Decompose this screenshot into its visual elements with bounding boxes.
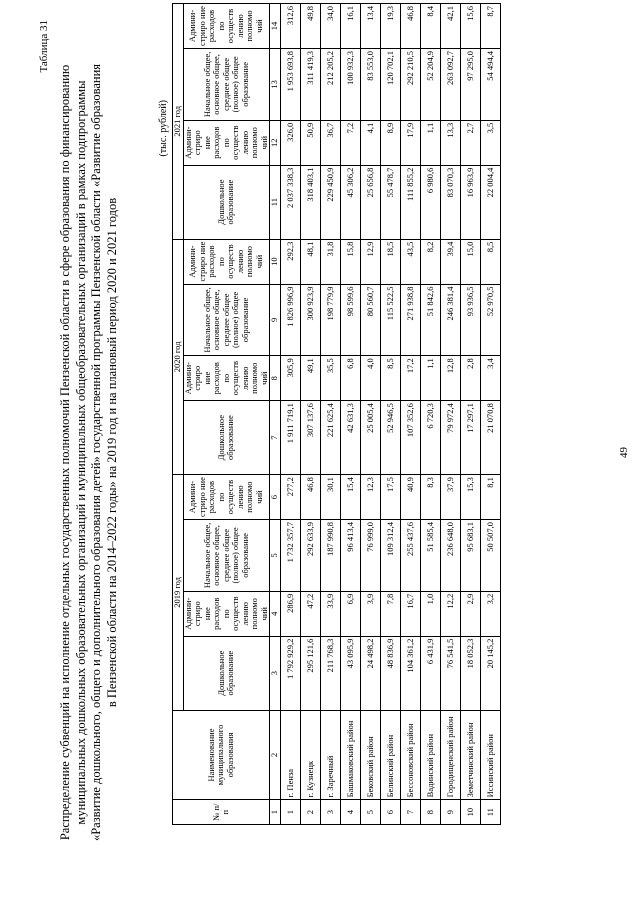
value-cell: 120 702,1 <box>381 49 401 121</box>
units-note: (тыс. рублей) <box>158 100 169 157</box>
value-cell: 20 145,2 <box>481 636 501 710</box>
value-cell: 198 779,9 <box>321 284 341 356</box>
value-cell: 83 553,0 <box>361 49 381 121</box>
municipality-name: Белинский район <box>381 710 401 800</box>
table-row <box>341 4 361 825</box>
value-cell: 187 990,8 <box>321 520 341 592</box>
value-cell: 2,9 <box>461 591 481 636</box>
header-general: Начальное общее, основное общее, среднее общее (полное) общее образование <box>183 49 270 121</box>
header-row-columns <box>183 4 270 825</box>
value-cell: 21 070,8 <box>481 401 501 475</box>
value-cell: 19,3 <box>381 4 401 49</box>
value-cell: 295 121,6 <box>301 636 321 710</box>
table-row <box>401 4 421 825</box>
value-cell: 16 963,9 <box>461 165 481 239</box>
document-title: Распределение субвенций на исполнение отдельных государственных полномочий Пензенской области в сфере образования по финансированию муниципальных дошкольных образовательных организаций и муниципальных общеобразовательных организаций в рамках подпрограммы «Развитие дошкольного, общего и дополнительного образования детей» государственной программы Пензенской области «Развитие образования в Пензенской области на 2014–2022 годы» на 2019 год и на плановый период 2020 и 2021 годов <box>58 63 119 842</box>
row-number: 5 <box>361 800 381 825</box>
value-cell: 97 295,0 <box>461 49 481 121</box>
header-admin: Админи-стриро ние расходов по осуществ лению полномо чий <box>183 475 270 520</box>
header-num: № п/п <box>173 800 270 825</box>
column-number: 1 <box>270 800 281 825</box>
value-cell: 12,8 <box>441 356 461 401</box>
header-row-years <box>173 4 184 825</box>
value-cell: 25 005,4 <box>361 401 381 475</box>
table-row <box>361 4 381 825</box>
value-cell: 96 413,4 <box>341 520 361 592</box>
value-cell: 22 004,4 <box>481 165 501 239</box>
row-number: 9 <box>441 800 461 825</box>
value-cell: 13,3 <box>441 120 461 165</box>
value-cell: 50,9 <box>301 120 321 165</box>
header-year-2019: 2019 год <box>173 475 184 711</box>
value-cell: 292 633,9 <box>301 520 321 592</box>
value-cell: 46,8 <box>301 475 321 520</box>
header-year-2021: 2021 год <box>173 4 184 240</box>
value-cell: 50 507,0 <box>481 520 501 592</box>
value-cell: 76 541,5 <box>441 636 461 710</box>
column-number: 10 <box>270 239 281 284</box>
value-cell: 15,6 <box>461 4 481 49</box>
value-cell: 17,9 <box>401 120 421 165</box>
value-cell: 8,5 <box>481 239 501 284</box>
value-cell: 93 936,5 <box>461 284 481 356</box>
value-cell: 47,2 <box>301 591 321 636</box>
value-cell: 1 911 719,1 <box>281 401 301 475</box>
value-cell: 221 625,4 <box>321 401 341 475</box>
value-cell: 286,9 <box>281 591 301 636</box>
table-body <box>281 4 501 825</box>
column-number: 11 <box>270 165 281 239</box>
value-cell: 15,0 <box>461 239 481 284</box>
value-cell: 3,2 <box>481 591 501 636</box>
column-number: 3 <box>270 636 281 710</box>
value-cell: 8,2 <box>421 239 441 284</box>
value-cell: 15,4 <box>341 475 361 520</box>
value-cell: 7,8 <box>381 591 401 636</box>
value-cell: 6 720,3 <box>421 401 441 475</box>
value-cell: 212 205,2 <box>321 49 341 121</box>
value-cell: 83 070,3 <box>441 165 461 239</box>
value-cell: 8,7 <box>481 4 501 49</box>
value-cell: 6,8 <box>341 356 361 401</box>
table-row <box>481 4 501 825</box>
value-cell: 48 836,9 <box>381 636 401 710</box>
value-cell: 305,9 <box>281 356 301 401</box>
value-cell: 104 361,2 <box>401 636 421 710</box>
value-cell: 312,6 <box>281 4 301 49</box>
value-cell: 292 210,5 <box>401 49 421 121</box>
value-cell: 326,0 <box>281 120 301 165</box>
value-cell: 52 204,9 <box>421 49 441 121</box>
table-row <box>441 4 461 825</box>
value-cell: 2,8 <box>461 356 481 401</box>
row-number: 11 <box>481 800 501 825</box>
table-row <box>461 4 481 825</box>
value-cell: 12,9 <box>361 239 381 284</box>
table-row <box>281 4 301 825</box>
column-number: 13 <box>270 49 281 121</box>
value-cell: 40,9 <box>401 475 421 520</box>
value-cell: 15,3 <box>461 475 481 520</box>
column-number: 2 <box>270 710 281 800</box>
row-number: 2 <box>301 800 321 825</box>
value-cell: 8,3 <box>421 475 441 520</box>
page-number: 49 <box>618 447 630 458</box>
header-admin: Админи-стриро ние расходов по осуществ лению полномо чий <box>183 120 270 165</box>
value-cell: 17,5 <box>381 475 401 520</box>
value-cell: 6,9 <box>341 591 361 636</box>
municipality-name: Иссинский район <box>481 710 501 800</box>
value-cell: 4,1 <box>361 120 381 165</box>
header-preschool: Дошкольное образование <box>183 165 270 239</box>
value-cell: 43,5 <box>401 239 421 284</box>
subsidy-table <box>172 3 501 825</box>
municipality-name: Земетчинский район <box>461 710 481 800</box>
value-cell: 3,4 <box>481 356 501 401</box>
municipality-name: г. Пенза <box>281 710 301 800</box>
value-cell: 109 312,4 <box>381 520 401 592</box>
value-cell: 39,4 <box>441 239 461 284</box>
value-cell: 17 297,1 <box>461 401 481 475</box>
row-number: 4 <box>341 800 361 825</box>
value-cell: 25 656,8 <box>361 165 381 239</box>
column-number: 4 <box>270 591 281 636</box>
column-number: 9 <box>270 284 281 356</box>
value-cell: 43 095,9 <box>341 636 361 710</box>
value-cell: 51 842,6 <box>421 284 441 356</box>
value-cell: 318 403,1 <box>301 165 321 239</box>
table-label: Таблица 31 <box>38 20 50 73</box>
value-cell: 100 932,3 <box>341 49 361 121</box>
row-number: 7 <box>401 800 421 825</box>
value-cell: 18 052,3 <box>461 636 481 710</box>
value-cell: 271 938,8 <box>401 284 421 356</box>
value-cell: 98 599,6 <box>341 284 361 356</box>
header-admin: Админи-стриро ние расходов по осуществ лению полномо чий <box>183 239 270 284</box>
column-number: 8 <box>270 356 281 401</box>
value-cell: 8,9 <box>381 120 401 165</box>
row-number: 8 <box>421 800 441 825</box>
header-general: Начальное общее, основное общее, среднее общее (полное) общее образование <box>183 520 270 592</box>
municipality-name: Бековский район <box>361 710 381 800</box>
value-cell: 115 522,5 <box>381 284 401 356</box>
value-cell: 45 306,2 <box>341 165 361 239</box>
value-cell: 12,3 <box>361 475 381 520</box>
value-cell: 211 768,3 <box>321 636 341 710</box>
header-admin: Админи-стриро ние расходов по осуществ лению полномо чий <box>183 591 270 636</box>
value-cell: 55 478,7 <box>381 165 401 239</box>
value-cell: 1 792 929,2 <box>281 636 301 710</box>
column-number: 12 <box>270 120 281 165</box>
value-cell: 1,1 <box>421 356 441 401</box>
value-cell: 8,5 <box>381 356 401 401</box>
value-cell: 7,2 <box>341 120 361 165</box>
table-row <box>301 4 321 825</box>
value-cell: 24 498,2 <box>361 636 381 710</box>
value-cell: 46,8 <box>401 4 421 49</box>
value-cell: 277,2 <box>281 475 301 520</box>
value-cell: 1 826 996,9 <box>281 284 301 356</box>
value-cell: 12,2 <box>441 591 461 636</box>
row-number: 3 <box>321 800 341 825</box>
header-preschool: Дошкольное образование <box>183 636 270 710</box>
header-admin: Админи-стриро ние расходов по осуществ лению полномо чий <box>183 356 270 401</box>
municipality-name: Городищенский район <box>441 710 461 800</box>
value-cell: 292,3 <box>281 239 301 284</box>
table-row <box>421 4 441 825</box>
value-cell: 1,0 <box>421 591 441 636</box>
municipality-name: г. Заречный <box>321 710 341 800</box>
value-cell: 18,5 <box>381 239 401 284</box>
table-row <box>381 4 401 825</box>
header-row-column-numbers <box>270 4 281 825</box>
value-cell: 34,0 <box>321 4 341 49</box>
value-cell: 111 855,2 <box>401 165 421 239</box>
value-cell: 4,0 <box>361 356 381 401</box>
value-cell: 311 419,3 <box>301 49 321 121</box>
value-cell: 307 137,6 <box>301 401 321 475</box>
value-cell: 31,8 <box>321 239 341 284</box>
value-cell: 76 999,0 <box>361 520 381 592</box>
value-cell: 1,1 <box>421 120 441 165</box>
value-cell: 16,7 <box>401 591 421 636</box>
value-cell: 51 585,4 <box>421 520 441 592</box>
value-cell: 30,1 <box>321 475 341 520</box>
value-cell: 15,8 <box>341 239 361 284</box>
value-cell: 3,9 <box>361 591 381 636</box>
value-cell: 80 560,7 <box>361 284 381 356</box>
value-cell: 35,5 <box>321 356 341 401</box>
value-cell: 52 946,5 <box>381 401 401 475</box>
row-number: 10 <box>461 800 481 825</box>
column-number: 7 <box>270 401 281 475</box>
municipality-name: Вадинский район <box>421 710 441 800</box>
value-cell: 13,4 <box>361 4 381 49</box>
value-cell: 49,8 <box>301 4 321 49</box>
column-number: 6 <box>270 475 281 520</box>
column-number: 14 <box>270 4 281 49</box>
value-cell: 255 437,6 <box>401 520 421 592</box>
value-cell: 246 381,4 <box>441 284 461 356</box>
value-cell: 33,9 <box>321 591 341 636</box>
value-cell: 42 631,3 <box>341 401 361 475</box>
value-cell: 236 648,0 <box>441 520 461 592</box>
municipality-name: Бессоновский район <box>401 710 421 800</box>
value-cell: 8,4 <box>421 4 441 49</box>
value-cell: 3,5 <box>481 120 501 165</box>
value-cell: 263 092,7 <box>441 49 461 121</box>
value-cell: 79 972,4 <box>441 401 461 475</box>
header-name: Наименование муниципального образования <box>173 710 270 800</box>
value-cell: 16,1 <box>341 4 361 49</box>
value-cell: 36,7 <box>321 120 341 165</box>
value-cell: 8,1 <box>481 475 501 520</box>
value-cell: 42,1 <box>441 4 461 49</box>
header-general: Начальное общее, основное общее, среднее общее (полное) общее образование <box>183 284 270 356</box>
column-number: 5 <box>270 520 281 592</box>
value-cell: 2 037 338,3 <box>281 165 301 239</box>
value-cell: 48,1 <box>301 239 321 284</box>
value-cell: 107 352,6 <box>401 401 421 475</box>
value-cell: 17,2 <box>401 356 421 401</box>
row-number: 6 <box>381 800 401 825</box>
header-preschool: Дошкольное образование <box>183 401 270 475</box>
header-year-2020: 2020 год <box>173 239 184 475</box>
value-cell: 2,7 <box>461 120 481 165</box>
row-number: 1 <box>281 800 301 825</box>
value-cell: 49,1 <box>301 356 321 401</box>
value-cell: 300 923,9 <box>301 284 321 356</box>
value-cell: 1 953 693,8 <box>281 49 301 121</box>
header-admin: Админи-стриро ние расходов по осуществ лению полномо чий <box>183 4 270 49</box>
value-cell: 229 450,9 <box>321 165 341 239</box>
table-row <box>321 4 341 825</box>
value-cell: 52 970,5 <box>481 284 501 356</box>
value-cell: 37,9 <box>441 475 461 520</box>
value-cell: 1 732 357,7 <box>281 520 301 592</box>
municipality-name: Башмаковский район <box>341 710 361 800</box>
value-cell: 6 980,6 <box>421 165 441 239</box>
value-cell: 95 683,1 <box>461 520 481 592</box>
value-cell: 6 431,9 <box>421 636 441 710</box>
value-cell: 54 494,4 <box>481 49 501 121</box>
municipality-name: г. Кузнецк <box>301 710 321 800</box>
